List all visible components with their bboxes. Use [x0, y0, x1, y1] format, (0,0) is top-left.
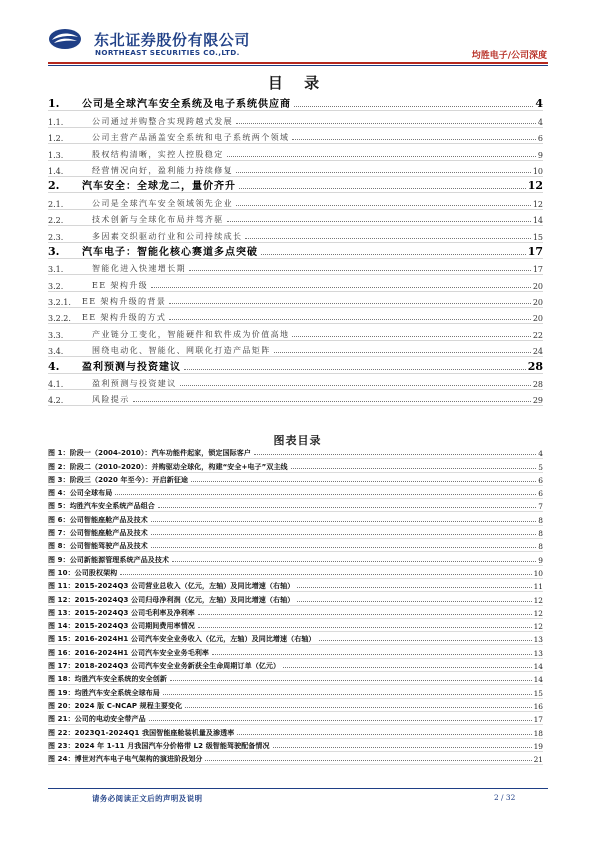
toc-leader-dots — [169, 302, 531, 304]
toc-leader-dots — [236, 122, 536, 124]
figure-leader-dots — [151, 533, 536, 535]
figure-leader-dots — [163, 693, 532, 695]
toc-leader-dots — [133, 400, 531, 402]
toc-leader-dots — [180, 384, 531, 386]
toc-entry-number: 3.2. — [48, 281, 64, 291]
toc-entry[interactable] — [48, 324, 543, 340]
toc-entry-page: 14 — [532, 216, 543, 226]
toc-entry-text: 技术创新与全球化布局并驾齐驱 — [92, 215, 224, 225]
toc-entry-number: 3.2.2. — [48, 314, 71, 324]
figure-entry-page: 12 — [533, 622, 543, 632]
figure-entry[interactable] — [48, 725, 543, 738]
figure-entry-text: 图 12：2015-2024Q3 公司归母净利润（亿元，左轴）及同比增速（右轴） — [48, 595, 295, 604]
toc-entry-number: 3. — [48, 244, 60, 258]
figure-entry-text: 图 11：2015-2024Q3 公司营业总收入（亿元，左轴）及同比增速（右轴） — [48, 582, 295, 591]
figure-entry-page: 14 — [533, 662, 543, 672]
figure-entry[interactable] — [48, 473, 543, 486]
toc-entry-number: 2.3. — [48, 232, 64, 242]
figure-entry-page: 12 — [533, 595, 543, 605]
toc-entry-text: 围绕电动化、智能化、网联化打造产品矩阵 — [92, 346, 271, 356]
figure-leader-dots — [319, 639, 532, 641]
toc-entry-text: 股权结构清晰，实控人控股稳定 — [92, 149, 224, 159]
toc-entry-text: 智能化进入快速增长期 — [92, 264, 186, 274]
figure-entry[interactable] — [48, 619, 543, 632]
toc-entry-text: EE 架构升级的背景 — [82, 297, 167, 307]
toc-entry-text: 公司是全球汽车安全领域领先企业 — [92, 198, 233, 208]
figure-entry[interactable] — [48, 459, 543, 472]
figure-entry-text: 图 1：阶段一（2004-2010）：汽车功能件起家，锁定国际客户 — [48, 449, 251, 458]
toc-entry[interactable] — [48, 292, 543, 308]
company-name-cn: 东北证券股份有限公司 — [94, 31, 251, 49]
figure-entry-page: 19 — [533, 741, 543, 751]
figure-entry-page: 12 — [533, 608, 543, 618]
figure-leader-dots — [120, 573, 531, 575]
toc-entry-page: 28 — [532, 380, 543, 390]
toc-leader-dots — [236, 171, 531, 173]
toc-entry[interactable] — [48, 210, 543, 226]
figures-list — [48, 446, 543, 765]
toc-entry-number: 3.2.1. — [48, 298, 71, 308]
figure-entry-page: 15 — [533, 688, 543, 698]
toc-entry-page: 15 — [532, 232, 543, 242]
page-number: 2 / 32 — [494, 793, 516, 802]
toc-leader-dots — [274, 351, 531, 353]
toc-leader-dots — [236, 204, 531, 206]
toc-entry[interactable] — [48, 193, 543, 209]
toc-entry-page: 4 — [537, 117, 543, 127]
figure-leader-dots — [212, 653, 532, 655]
figure-leader-dots — [185, 706, 531, 708]
figure-leader-dots — [158, 506, 536, 508]
figure-entry[interactable] — [48, 486, 543, 499]
figure-entry[interactable] — [48, 539, 543, 552]
toc-entry[interactable] — [48, 275, 543, 291]
figure-entry-text: 图 14：2015-2024Q3 公司期间费用率情况 — [48, 622, 195, 631]
toc-entry-number: 4.1. — [48, 380, 64, 390]
figures-title: 图表目录 — [273, 434, 322, 447]
toc-entry-page: 12 — [532, 199, 543, 209]
toc-entry-page: 17 — [527, 244, 543, 258]
figure-entry-text: 图 5：均胜汽车安全系统产品组合 — [48, 502, 155, 511]
figure-leader-dots — [198, 626, 532, 628]
figure-entry-text: 图 18：均胜汽车安全系统的安全创新 — [48, 675, 167, 684]
figure-entry[interactable] — [48, 699, 543, 712]
figure-entry-text: 图 23：2024 年 1-11 月我国汽车分价格带 L2 级智能驾驶配备情况 — [48, 741, 270, 750]
figure-entry-text: 图 21：公司的电动安全带产品 — [48, 715, 146, 724]
toc-entry-number: 3.1. — [48, 265, 64, 275]
figure-entry-page: 4 — [538, 449, 543, 459]
toc-entry[interactable] — [48, 374, 543, 390]
toc-entry-page: 24 — [532, 347, 543, 357]
toc-entry-text: 公司主营产品涵盖安全系统和电子系统两个领域 — [92, 133, 290, 143]
figure-entry-page: 7 — [538, 502, 543, 512]
toc-entry[interactable] — [48, 177, 543, 193]
figure-entry-page: 9 — [538, 555, 543, 565]
figure-entry-page: 13 — [533, 648, 543, 658]
figure-leader-dots — [172, 560, 536, 562]
toc-entry-page: 20 — [532, 298, 543, 308]
northeast-securities-logo-icon — [48, 28, 82, 50]
toc-entry-page: 9 — [537, 150, 543, 160]
toc-entry-text: 盈利预测与投资建议 — [82, 361, 181, 373]
toc-entry-page: 20 — [532, 314, 543, 324]
figure-entry[interactable] — [48, 566, 543, 579]
toc-list — [48, 95, 543, 406]
toc-entry[interactable] — [48, 259, 543, 275]
figure-leader-dots — [291, 467, 537, 469]
toc-entry-text: EE 架构升级 — [92, 280, 149, 290]
figure-leader-dots — [297, 600, 531, 602]
toc-entry[interactable] — [48, 308, 543, 324]
figure-entry[interactable] — [48, 579, 543, 592]
figure-leader-dots — [205, 759, 531, 761]
figure-entry-text: 图 15：2016-2024H1 公司汽车安全业务收入（亿元，左轴）及同比增速（右轴） — [48, 635, 316, 644]
figure-leader-dots — [151, 546, 536, 548]
toc-entry-text: 汽车安全：全球龙二，量价齐升 — [82, 181, 236, 193]
figure-leader-dots — [151, 520, 536, 522]
figure-entry[interactable] — [48, 606, 543, 619]
toc-entry-number: 1.4. — [48, 166, 64, 176]
header-divider-red — [48, 62, 548, 64]
toc-entry-text: 公司是全球汽车安全系统及电子系统供应商 — [82, 99, 291, 111]
figure-entry-page: 6 — [538, 475, 543, 485]
figure-leader-dots — [170, 679, 532, 681]
toc-entry-number: 2.2. — [48, 216, 64, 226]
report-tag: 均胜电子/公司深度 — [471, 51, 547, 61]
toc-entry-page: 28 — [527, 359, 543, 373]
figure-leader-dots — [297, 586, 531, 588]
toc-leader-dots — [227, 220, 531, 222]
figure-entry-page: 16 — [533, 701, 543, 711]
toc-entry[interactable] — [48, 226, 543, 242]
figure-entry-text: 图 8：公司智能驾驶产品及技术 — [48, 542, 148, 551]
figure-entry-text: 图 3：阶段三（2020 年至今）：开启新征途 — [48, 475, 189, 484]
figure-entry[interactable] — [48, 632, 543, 645]
toc-entry-number: 3.3. — [48, 330, 64, 340]
figure-entry-text: 图 24：博世对汽车电子电气架构的演进阶段划分 — [48, 755, 203, 764]
toc-title: 目 录 — [267, 74, 328, 92]
header-divider-blue — [48, 65, 548, 66]
toc-leader-dots — [184, 368, 526, 370]
toc-entry[interactable] — [48, 144, 543, 160]
figure-entry-page: 10 — [533, 568, 543, 578]
figure-entry[interactable] — [48, 659, 543, 672]
toc-entry-text: 盈利预测与投资建议 — [92, 379, 177, 389]
toc-entry-text: 公司通过并购整合实现跨越式发展 — [92, 116, 233, 126]
figure-leader-dots — [237, 733, 531, 735]
toc-entry-page: 10 — [532, 166, 543, 176]
toc-leader-dots — [169, 318, 531, 320]
figure-entry-page: 8 — [538, 529, 543, 539]
figure-entry-page: 18 — [533, 728, 543, 738]
figure-entry[interactable] — [48, 685, 543, 698]
figure-entry-text: 图 4：公司全球布局 — [48, 489, 113, 498]
figure-entry-text: 图 6：公司智能座舱产品及技术 — [48, 515, 148, 524]
toc-entry-text: 风险提示 — [92, 395, 130, 405]
toc-entry-page: 4 — [535, 97, 543, 111]
figure-entry[interactable] — [48, 712, 543, 725]
figure-entry-text: 图 20：2024 版 C-NCAP 规程主要变化 — [48, 701, 183, 710]
toc-entry-text: 汽车电子：智能化核心赛道多点突破 — [82, 246, 258, 258]
toc-entry-number: 1.1. — [48, 117, 64, 127]
figure-leader-dots — [115, 493, 536, 495]
toc-entry-number: 1. — [48, 97, 60, 111]
figure-entry-page: 21 — [533, 755, 543, 765]
toc-leader-dots — [292, 138, 536, 140]
footer-divider — [48, 788, 548, 789]
toc-entry-page: 20 — [532, 281, 543, 291]
figure-entry[interactable] — [48, 592, 543, 605]
figure-entry-page: 5 — [538, 462, 543, 472]
toc-entry[interactable] — [48, 341, 543, 357]
toc-leader-dots — [294, 105, 533, 107]
toc-entry-number: 2.1. — [48, 199, 64, 209]
toc-entry-number: 2. — [48, 179, 60, 193]
toc-entry-number: 1.3. — [48, 150, 64, 160]
figure-entry-text: 图 22：2023Q1-2024Q1 我国智能座舱装机量及渗透率 — [48, 728, 235, 737]
figure-entry-page: 6 — [538, 489, 543, 499]
figure-entry[interactable] — [48, 672, 543, 685]
figure-entry-text: 图 9：公司新能源管理系统产品及技术 — [48, 555, 170, 564]
figure-entry[interactable] — [48, 739, 543, 752]
toc-entry[interactable] — [48, 95, 543, 111]
figure-entry-page: 14 — [533, 675, 543, 685]
toc-leader-dots — [261, 253, 526, 255]
figure-entry[interactable] — [48, 499, 543, 512]
toc-entry-number: 3.4. — [48, 347, 64, 357]
toc-leader-dots — [245, 237, 530, 239]
page-header — [0, 0, 595, 68]
footer-disclaimer: 请务必阅读正文后的声明及说明 — [92, 794, 203, 803]
toc-entry-page: 17 — [532, 265, 543, 275]
toc-entry[interactable] — [48, 357, 543, 373]
figure-leader-dots — [283, 666, 531, 668]
figure-entry[interactable] — [48, 446, 543, 459]
toc-entry[interactable] — [48, 390, 543, 406]
toc-entry-number: 1.2. — [48, 134, 64, 144]
figure-entry-text: 图 7：公司智能座舱产品及技术 — [48, 529, 148, 538]
figure-entry[interactable] — [48, 645, 543, 658]
figure-leader-dots — [191, 480, 536, 482]
toc-leader-dots — [239, 187, 526, 189]
figure-leader-dots — [254, 453, 536, 455]
toc-entry-text: EE 架构升级的方式 — [82, 313, 167, 323]
toc-entry-number: 4. — [48, 359, 60, 373]
toc-leader-dots — [292, 335, 530, 337]
figure-entry-text: 图 17：2018-2024Q3 公司汽车安全业务新获全生命周期订单（亿元） — [48, 662, 281, 671]
figure-entry-page: 13 — [533, 635, 543, 645]
toc-entry-page: 29 — [532, 396, 543, 406]
figure-entry-page: 11 — [533, 582, 543, 592]
toc-entry[interactable] — [48, 111, 543, 127]
toc-entry-page: 6 — [537, 134, 543, 144]
figure-entry-text: 图 10：公司股权架构 — [48, 568, 118, 577]
figure-entry-text: 图 16：2016-2024H1 公司汽车安全业务毛利率 — [48, 648, 210, 657]
figure-entry[interactable] — [48, 512, 543, 525]
figure-leader-dots — [273, 746, 532, 748]
figure-entry[interactable] — [48, 526, 543, 539]
figure-entry-page: 8 — [538, 515, 543, 525]
toc-leader-dots — [151, 286, 531, 288]
toc-entry-text: 产业链分工变化，智能硬件和软件成为价值高地 — [92, 329, 290, 339]
figure-entry-text: 图 19：均胜汽车安全系统全球布局 — [48, 688, 160, 697]
toc-leader-dots — [189, 269, 531, 271]
toc-entry-number: 4.2. — [48, 396, 64, 406]
toc-entry-page: 22 — [532, 330, 543, 340]
figure-entry-page: 17 — [533, 715, 543, 725]
figure-entry[interactable] — [48, 752, 543, 765]
figure-entry-text: 图 13：2015-2024Q3 公司毛利率及净利率 — [48, 608, 195, 617]
toc-entry[interactable] — [48, 161, 543, 177]
toc-entry[interactable] — [48, 128, 543, 144]
figure-leader-dots — [149, 719, 532, 721]
toc-entry-text: 多因素交织驱动行业和公司持续成长 — [92, 231, 243, 241]
toc-entry[interactable] — [48, 243, 543, 259]
figure-entry-text: 图 2：阶段二（2010-2020）：并购驱动全球化，构建“安全+电子”双主线 — [48, 462, 288, 471]
figure-entry-page: 8 — [538, 542, 543, 552]
figure-entry[interactable] — [48, 552, 543, 565]
figure-leader-dots — [198, 613, 532, 615]
company-name-en: NORTHEAST SECURITIES CO.,LTD. — [95, 48, 240, 57]
toc-entry-text: 经营情况向好，盈利能力持续修复 — [92, 165, 233, 175]
toc-entry-page: 12 — [527, 179, 543, 193]
toc-leader-dots — [227, 155, 536, 157]
